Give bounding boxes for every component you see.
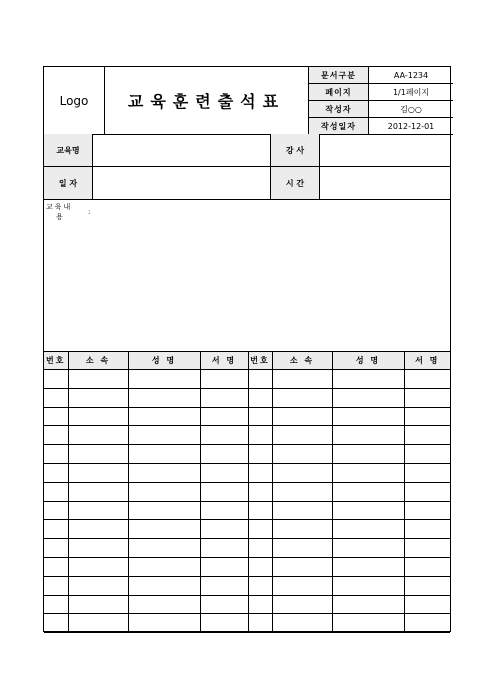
number-cell[interactable]	[44, 388, 68, 407]
name-cell[interactable]	[332, 557, 404, 576]
table-row	[44, 520, 450, 539]
doc-type-value: AA-1234	[369, 67, 454, 84]
roster-body	[44, 370, 450, 633]
name-cell[interactable]	[128, 445, 200, 464]
table-row	[44, 426, 450, 445]
table-row	[44, 576, 450, 595]
number-cell[interactable]	[44, 370, 68, 389]
signature-cell[interactable]	[404, 614, 450, 633]
col-affiliation-2: 소 속	[272, 352, 332, 370]
attendance-roster	[44, 351, 450, 633]
signature-cell[interactable]	[404, 576, 450, 595]
table-row	[44, 370, 450, 389]
affiliation-cell[interactable]	[68, 407, 128, 426]
signature-cell[interactable]	[200, 370, 248, 389]
signature-cell[interactable]	[200, 445, 248, 464]
date-written-value: 2012-12-01	[369, 118, 454, 135]
signature-cell[interactable]	[200, 501, 248, 520]
name-cell[interactable]	[332, 482, 404, 501]
signature-cell[interactable]	[404, 482, 450, 501]
name-cell[interactable]	[128, 576, 200, 595]
signature-cell[interactable]	[404, 445, 450, 464]
course-name-label: 교육명	[44, 134, 93, 167]
number-cell[interactable]	[248, 407, 272, 426]
table-row	[44, 388, 450, 407]
number-cell[interactable]	[44, 520, 68, 539]
number-cell[interactable]	[248, 426, 272, 445]
course-name-field[interactable]	[93, 134, 271, 167]
table-row	[44, 482, 450, 501]
number-cell[interactable]	[248, 539, 272, 558]
name-cell[interactable]	[332, 539, 404, 558]
table-row	[44, 501, 450, 520]
number-cell[interactable]	[44, 539, 68, 558]
affiliation-cell[interactable]	[272, 388, 332, 407]
number-cell[interactable]	[44, 501, 68, 520]
number-cell[interactable]	[248, 463, 272, 482]
name-cell[interactable]	[332, 595, 404, 614]
date-written-label: 작성일자	[309, 118, 369, 135]
name-cell[interactable]	[128, 614, 200, 633]
table-row	[44, 595, 450, 614]
table-row	[44, 445, 450, 464]
author-value: 김○○	[369, 101, 454, 118]
name-cell[interactable]	[128, 426, 200, 445]
number-cell[interactable]	[44, 595, 68, 614]
signature-cell[interactable]	[200, 576, 248, 595]
signature-cell[interactable]	[404, 370, 450, 389]
table-row	[44, 463, 450, 482]
affiliation-cell[interactable]	[68, 595, 128, 614]
table-row	[44, 407, 450, 426]
name-cell[interactable]	[128, 388, 200, 407]
name-cell[interactable]	[128, 370, 200, 389]
page-label: 페이지	[309, 84, 369, 101]
affiliation-cell[interactable]	[68, 576, 128, 595]
number-cell[interactable]	[248, 388, 272, 407]
signature-cell[interactable]	[404, 463, 450, 482]
date-field[interactable]	[93, 167, 271, 200]
number-cell[interactable]	[44, 576, 68, 595]
col-name-2: 성 명	[332, 352, 404, 370]
signature-cell[interactable]	[200, 539, 248, 558]
name-cell[interactable]	[128, 501, 200, 520]
name-cell[interactable]	[128, 407, 200, 426]
page-title: 교육훈련출석표	[105, 67, 309, 135]
col-name: 성 명	[128, 352, 200, 370]
number-cell[interactable]	[44, 407, 68, 426]
name-cell[interactable]	[332, 407, 404, 426]
attendance-form	[43, 66, 451, 632]
course-content-label: 교육내 용 :	[46, 203, 93, 221]
time-label: 시 간	[271, 167, 320, 200]
instructor-label: 강 사	[271, 134, 320, 167]
signature-cell[interactable]	[404, 557, 450, 576]
signature-cell[interactable]	[200, 407, 248, 426]
name-cell[interactable]	[332, 501, 404, 520]
signature-cell[interactable]	[404, 407, 450, 426]
affiliation-cell[interactable]	[68, 482, 128, 501]
affiliation-cell[interactable]	[68, 370, 128, 389]
page-value: 1/1페이지	[369, 84, 454, 101]
affiliation-cell[interactable]	[68, 520, 128, 539]
col-affiliation: 소 속	[68, 352, 128, 370]
signature-cell[interactable]	[404, 388, 450, 407]
name-cell[interactable]	[128, 539, 200, 558]
col-signature-2: 서 명	[404, 352, 450, 370]
number-cell[interactable]	[248, 557, 272, 576]
signature-cell[interactable]	[404, 539, 450, 558]
affiliation-cell[interactable]	[68, 557, 128, 576]
date-label: 일 자	[44, 167, 93, 200]
signature-cell[interactable]	[200, 557, 248, 576]
name-cell[interactable]	[128, 520, 200, 539]
affiliation-cell[interactable]	[272, 614, 332, 633]
affiliation-cell[interactable]	[272, 370, 332, 389]
affiliation-cell[interactable]	[272, 520, 332, 539]
name-cell[interactable]	[332, 463, 404, 482]
affiliation-cell[interactable]	[272, 539, 332, 558]
number-cell[interactable]	[44, 614, 68, 633]
affiliation-cell[interactable]	[272, 501, 332, 520]
name-cell[interactable]	[332, 388, 404, 407]
time-field[interactable]	[320, 167, 451, 200]
affiliation-cell[interactable]	[68, 445, 128, 464]
instructor-field[interactable]	[320, 134, 451, 167]
header-table	[44, 67, 453, 135]
author-label: 작성자	[309, 101, 369, 118]
logo: Logo	[44, 67, 105, 135]
name-cell[interactable]	[128, 482, 200, 501]
signature-cell[interactable]	[404, 595, 450, 614]
affiliation-cell[interactable]	[68, 614, 128, 633]
name-cell[interactable]	[332, 520, 404, 539]
signature-cell[interactable]	[200, 520, 248, 539]
name-cell[interactable]	[128, 557, 200, 576]
affiliation-cell[interactable]	[68, 501, 128, 520]
table-row	[44, 614, 450, 633]
number-cell[interactable]	[248, 445, 272, 464]
affiliation-cell[interactable]	[272, 576, 332, 595]
affiliation-cell[interactable]	[272, 463, 332, 482]
name-cell[interactable]	[332, 576, 404, 595]
name-cell[interactable]	[128, 595, 200, 614]
name-cell[interactable]	[332, 614, 404, 633]
signature-cell[interactable]	[200, 595, 248, 614]
number-cell[interactable]	[44, 426, 68, 445]
number-cell[interactable]	[248, 501, 272, 520]
table-row	[44, 539, 450, 558]
signature-cell[interactable]	[200, 482, 248, 501]
affiliation-cell[interactable]	[68, 426, 128, 445]
name-cell[interactable]	[332, 426, 404, 445]
signature-cell[interactable]	[200, 614, 248, 633]
affiliation-cell[interactable]	[68, 388, 128, 407]
signature-cell[interactable]	[404, 501, 450, 520]
number-cell[interactable]	[44, 557, 68, 576]
name-cell[interactable]	[128, 463, 200, 482]
number-cell[interactable]	[248, 576, 272, 595]
col-signature: 서 명	[200, 352, 248, 370]
signature-cell[interactable]	[200, 388, 248, 407]
col-number-2: 번호	[248, 352, 272, 370]
number-cell[interactable]	[44, 482, 68, 501]
affiliation-cell[interactable]	[272, 595, 332, 614]
number-cell[interactable]	[248, 482, 272, 501]
name-cell[interactable]	[332, 370, 404, 389]
signature-cell[interactable]	[404, 520, 450, 539]
col-number: 번호	[44, 352, 68, 370]
number-cell[interactable]	[44, 463, 68, 482]
name-cell[interactable]	[332, 445, 404, 464]
signature-cell[interactable]	[404, 426, 450, 445]
signature-cell[interactable]	[200, 426, 248, 445]
affiliation-cell[interactable]	[272, 407, 332, 426]
affiliation-cell[interactable]	[68, 463, 128, 482]
affiliation-cell[interactable]	[272, 426, 332, 445]
course-content-area[interactable]	[44, 201, 450, 351]
roster-header	[44, 352, 450, 370]
number-cell[interactable]	[248, 370, 272, 389]
affiliation-cell[interactable]	[272, 482, 332, 501]
number-cell[interactable]	[248, 614, 272, 633]
info-table	[44, 134, 450, 200]
signature-cell[interactable]	[200, 463, 248, 482]
affiliation-cell[interactable]	[68, 539, 128, 558]
number-cell[interactable]	[248, 595, 272, 614]
doc-type-label: 문서구분	[309, 67, 369, 84]
number-cell[interactable]	[248, 520, 272, 539]
number-cell[interactable]	[44, 445, 68, 464]
affiliation-cell[interactable]	[272, 445, 332, 464]
affiliation-cell[interactable]	[272, 557, 332, 576]
table-row	[44, 557, 450, 576]
